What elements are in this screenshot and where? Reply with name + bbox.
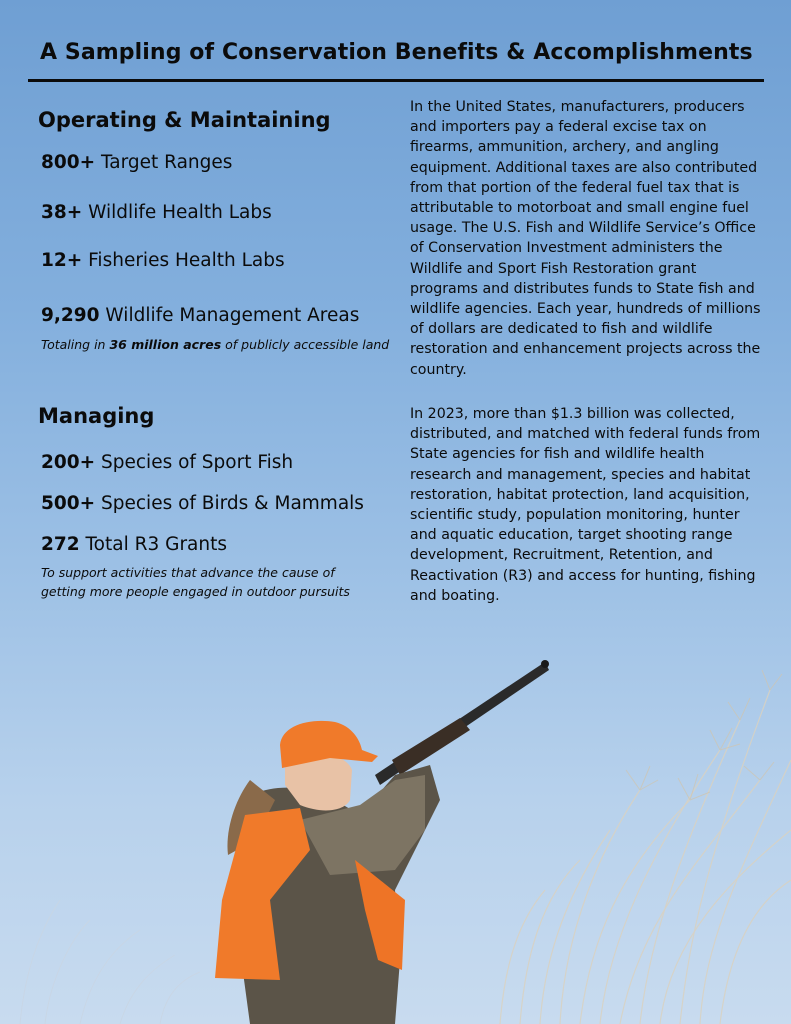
operating-heading: Operating & Maintaining [38,108,331,132]
r3-note-line2: getting more people engaged in outdoor pursuits [41,584,350,599]
hunter-photo [0,600,791,1024]
stat-label: Species of Birds & Mammals [101,493,364,514]
funding-2023-paragraph: In 2023, more than $1.3 billion was collected, distributed, and matched with federal funds from State agencies for fish and wildlife health research and management, species and habitat restoration, habitat protection, land acquisition, scientific study, population monitoring, hunter and aquatic education, target shooting range development, Recruitment, Retention, and Reactivation (R3) and access for hunting, fishing and boating. [410,406,761,604]
r3-note [41,563,381,601]
stat-label: Wildlife Management Areas [105,305,360,326]
stat-birds-mammals [41,493,364,514]
stat-sport-fish [41,452,293,473]
note-bold: 36 million acres [109,337,222,352]
note-prefix: Totaling in [41,337,110,352]
stat-number: 38+ [41,202,83,223]
stat-label: Total R3 Grants [85,534,228,555]
stat-label: Species of Sport Fish [101,452,294,473]
stat-number: 800+ [41,152,96,173]
stat-number: 200+ [41,452,96,473]
stat-wildlife-labs [41,202,272,223]
title-divider [28,79,764,82]
stat-label: Target Ranges [101,152,233,173]
tall-grass-right [500,690,791,1024]
grass-tufts [626,670,782,800]
stat-number: 12+ [41,250,83,271]
note-suffix: of publicly accessible land [221,337,390,352]
page-title: A Sampling of Conservation Benefits & Accomplishments [40,40,753,65]
stat-number: 272 [41,534,80,555]
stat-number: 500+ [41,493,96,514]
stat-r3-grants [41,534,227,555]
stat-number: 9,290 [41,305,100,326]
stat-fisheries-labs [41,250,285,271]
managing-heading: Managing [38,404,155,428]
stat-target-ranges [41,152,232,173]
excise-tax-paragraph: In the United States, manufacturers, producers and importers pay a federal excise tax on firearms, ammunition, archery, and angling equipment. Additional taxes are also contributed from that portion of the federal fuel tax that is attributable to motorboat and small engine fuel usage. The U.S. Fish and Wildlife Service’s Office of Conservation Investment administers the Wildlife and Sport Fish Restoration grant programs and distributes funds to State fish and wildlife agencies. Each year, hundreds of millions of dollars are dedicated to fish and wildlife restoration and enhancement projects across the country. [410,99,761,378]
stat-management-areas [41,305,359,326]
tall-grass-left [20,900,200,1024]
stat-label: Fisheries Health Labs [88,250,285,271]
shotgun [375,660,549,785]
stat-label: Wildlife Health Labs [88,202,272,223]
acres-note [41,337,389,352]
r3-note-line1: To support activities that advance the cause of [41,565,335,580]
